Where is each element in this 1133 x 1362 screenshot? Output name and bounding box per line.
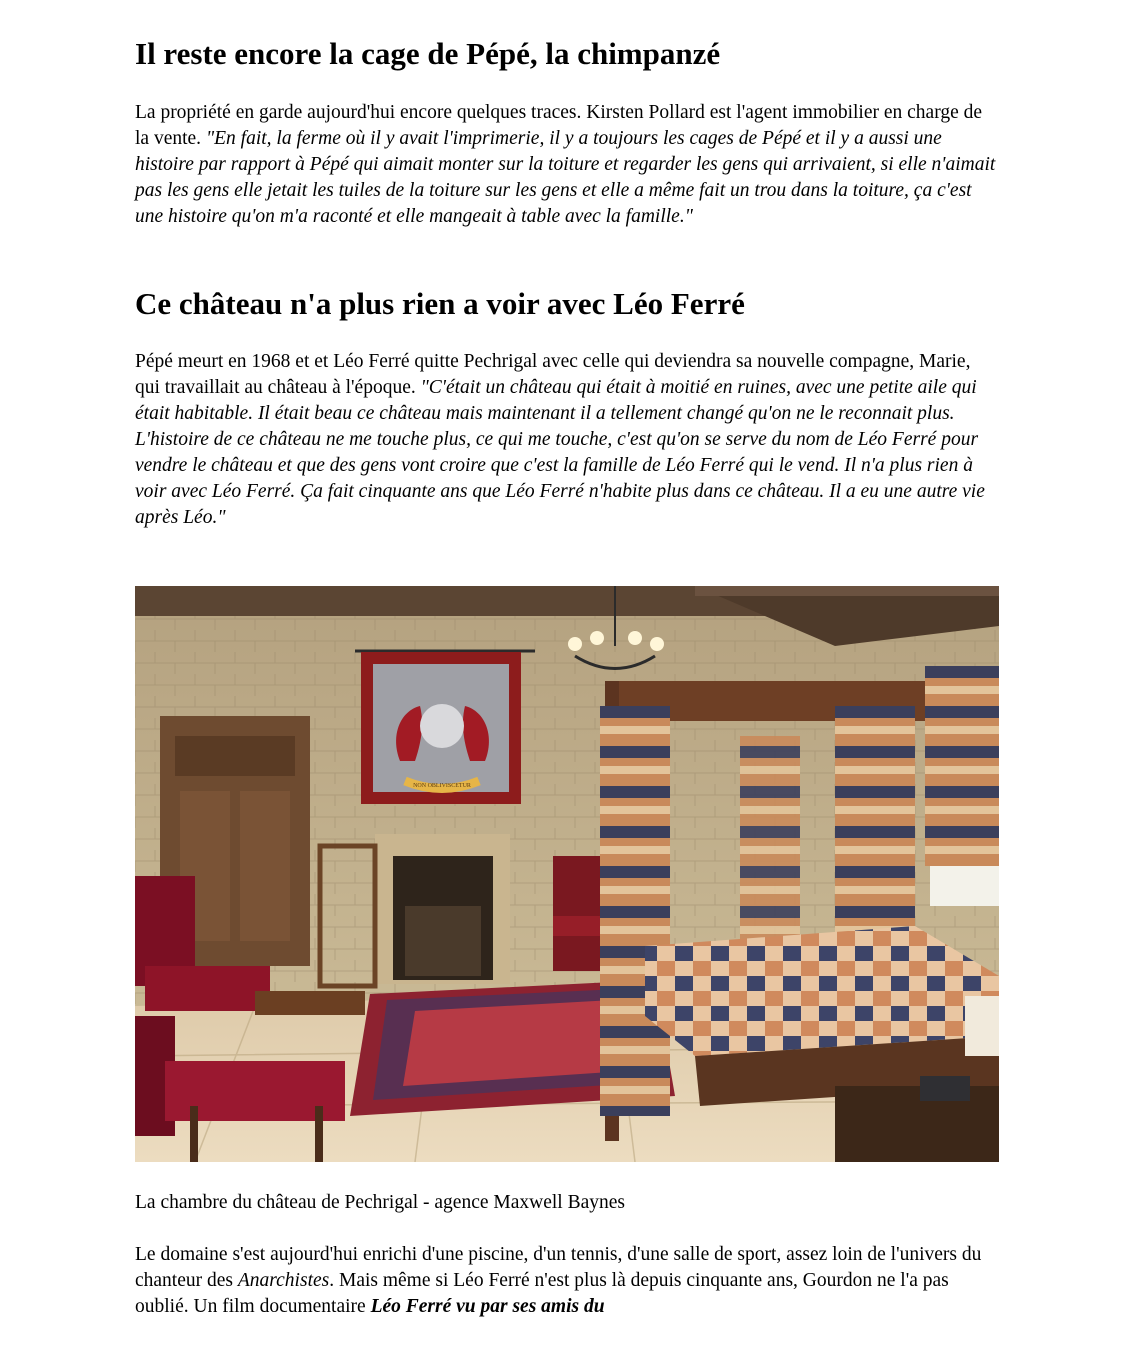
bed-curtain-back: [740, 736, 800, 946]
quote-marie: "C'était un château qui était à moitié en ruines, avec une petite aile qui était habitable. Il était beau ce château mais maintenant il a tellement changé qu'on ne le reconnait plus. L'histoire de ce château ne me touche plus, ce qui me touche, c'est qu'on se serve du nom de Léo Ferré pour vendre le château et que des gens vont croire que c'est la famille de Léo Ferré qui le vend. Il n'a plus rien à voir avec Léo Ferré. Ça fait cinquante ans que Léo Ferré n'habite plus dans ce château. Il a eu une autre vie après Léo.": [135, 377, 985, 528]
bed-curtain-far-right: [925, 666, 999, 866]
section-heading-pepe-cage: Il reste encore la cage de Pépé, la chimpanzé: [135, 36, 721, 71]
paragraph-intro-text: Pépé meurt en 1968 et et Léo Ferré quitte Pechrigal avec celle qui deviendra sa nouvelle compagne, Marie, qui travaillait au château à l'époque.: [135, 351, 971, 398]
red-chair: [553, 856, 601, 971]
quote-kirsten-pollard: "En fait, la ferme où il y avait l'imprimerie, il y a toujours les cages de Pépé et il y a aussi une histoire par rapport à Pépé qui aimait monter sur la toiture et regarder les gens qui arrivaient, si elle n'aimait pas les gens elle jetait les tuiles de la toiture sur les gens et elle a même fait un trou dans la toiture, ça c'est une histoire qu'on m'a raconté et elle mangeait à table avec la famille.": [135, 128, 996, 227]
paragraph-pepe-death: [135, 349, 999, 531]
chandelier-light: [568, 637, 582, 651]
paragraph-property-traces: [135, 100, 999, 230]
section-heading-leo-ferre: Ce château n'a plus rien a voir avec Léo Ferré: [135, 286, 745, 321]
nightstand: [835, 1086, 999, 1162]
documentary-title: Léo Ferré vu par ses amis du: [370, 1296, 605, 1317]
paragraph-intro-text: La propriété en garde aujourd'hui encore quelques traces. Kirsten Pollard est l'agent immobilier en charge de la vente.: [135, 102, 983, 149]
paragraph-text-part-b: . Mais même si Léo Ferré n'est plus là depuis cinquante ans, Gourdon ne l'a pas oublié. Un film documentaire: [135, 1270, 949, 1317]
bedroom-photo: [135, 586, 999, 1162]
paragraph-text-part-a: Le domaine s'est aujourd'hui enrichi d'une piscine, d'un tennis, d'une salle de sport, assez loin de l'univers du chanteur des: [135, 1244, 982, 1291]
lamp-shade: [965, 996, 999, 1056]
bed-quilt: [645, 926, 999, 1056]
album-title-anarchistes: Anarchistes: [237, 1270, 330, 1291]
banner-motto: NON OBLIVISCETUR: [413, 783, 471, 789]
bed-curtain-right: [835, 706, 915, 956]
wooden-stool: [255, 991, 365, 1015]
photo-caption: La chambre du château de Pechrigal - agence Maxwell Baynes: [135, 1192, 625, 1213]
paragraph-domain-today: [135, 1242, 999, 1320]
bed-curtain-left: [600, 706, 670, 1116]
